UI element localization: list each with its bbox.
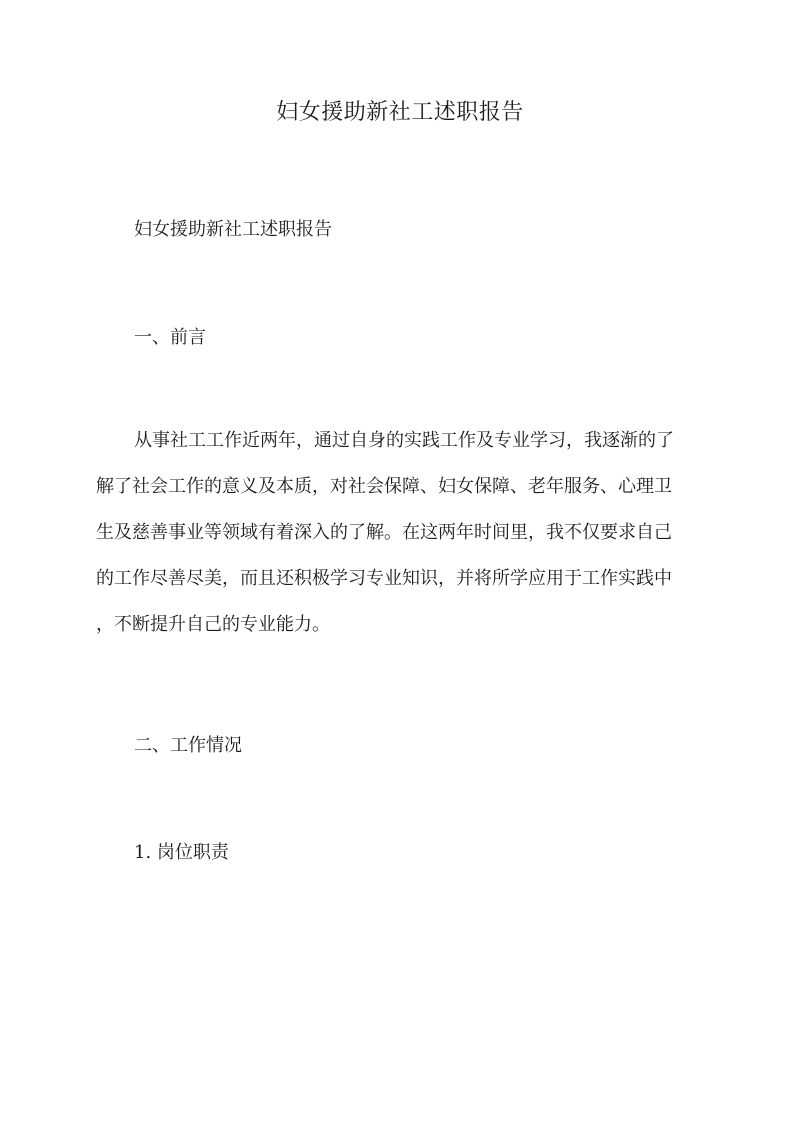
- preface-paragraph: [96, 424, 710, 654]
- paragraph-line: ，不断提升自己的专业能力。: [96, 614, 330, 635]
- document-title: 妇女援助新社工述职报告: [276, 100, 524, 125]
- document-subtitle: 妇女援助新社工述职报告: [134, 219, 332, 240]
- paragraph-line: 的工作尽善尽美，而且还积极学习专业知识，并将所学应用于工作实践中: [96, 568, 672, 589]
- paragraph-line: 从事社工工作近两年，通过自身的实践工作及专业学习，我逐渐的了: [134, 430, 674, 451]
- paragraph-line: 生及慈善事业等领域有着深入的了解。在这两年时间里，我不仅要求自己: [96, 522, 672, 543]
- section-heading-work: 二、工作情况: [134, 735, 242, 756]
- subsection-heading-duties: 1. 岗位职责: [134, 842, 229, 863]
- section-heading-preface: 一、前言: [134, 327, 206, 348]
- paragraph-line: 解了社会工作的意义及本质，对社会保障、妇女保障、老年服务、心理卫: [96, 476, 672, 497]
